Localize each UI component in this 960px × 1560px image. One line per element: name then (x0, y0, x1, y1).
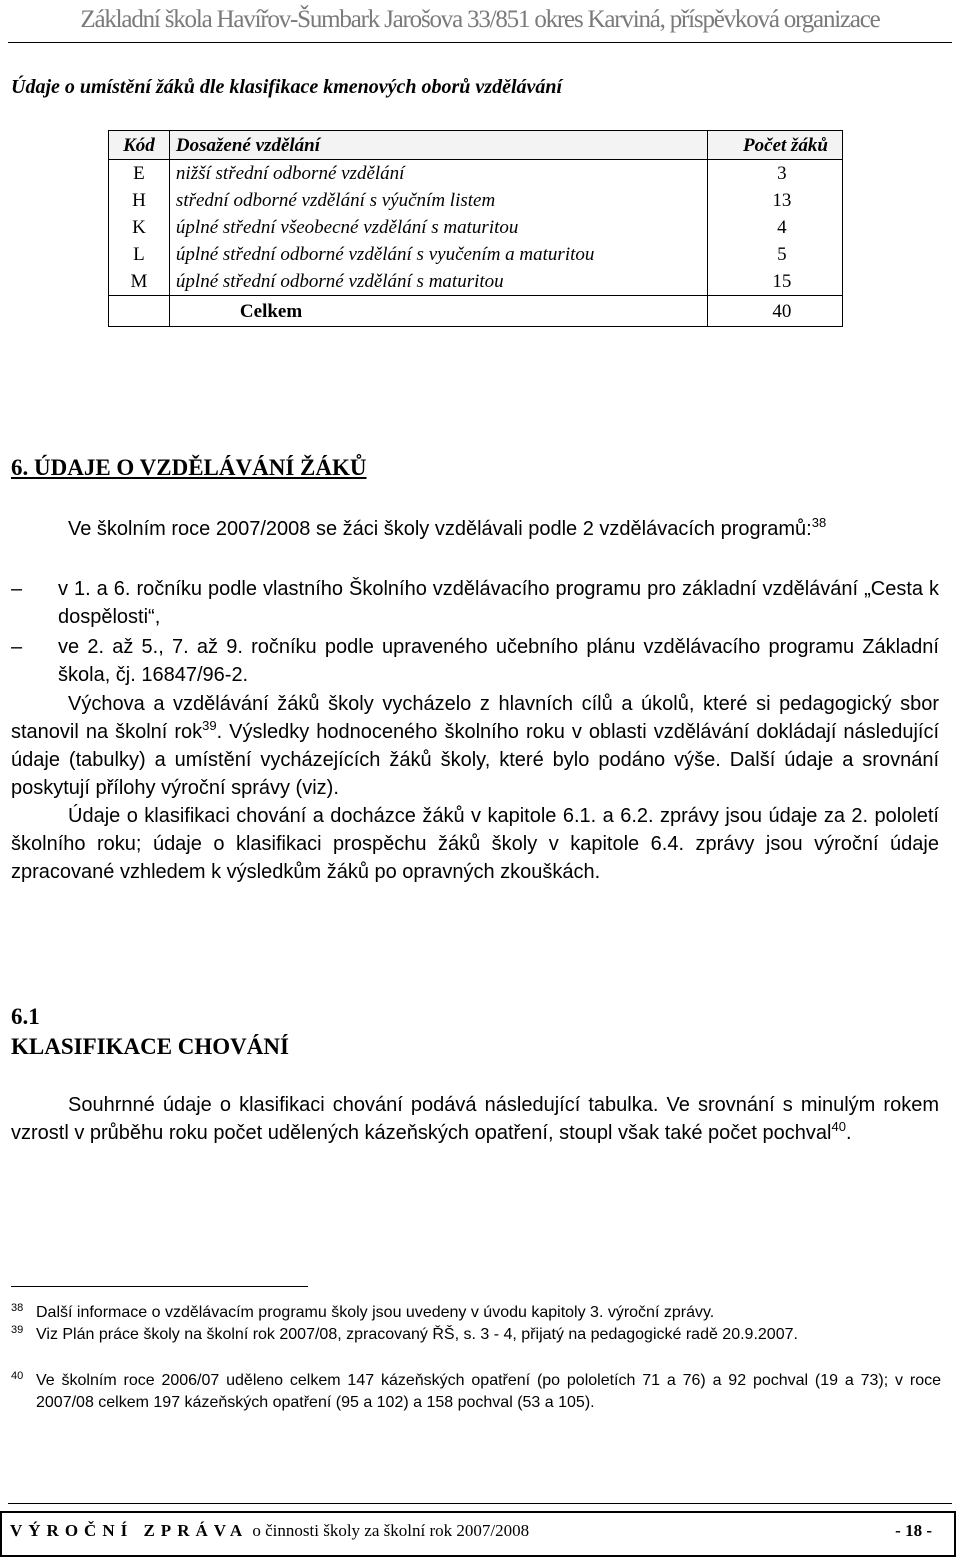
footer-divider (8, 1503, 952, 1504)
dash-bullet: – (11, 636, 23, 658)
table-row (109, 241, 843, 268)
header-divider (8, 42, 952, 43)
row-count: 3 (707, 160, 842, 188)
row-label: úplné střední všeobecné vzdělání s maturitou (169, 214, 707, 241)
subsection-number: 6.1 (11, 1004, 40, 1029)
footnote (11, 1302, 941, 1324)
footnote-ref-39: 39 (202, 718, 217, 733)
dash-bullet: – (11, 578, 23, 600)
row-code: H (109, 187, 170, 214)
total-label: Celkem (169, 296, 707, 327)
column-header-count: Počet žáků (707, 131, 842, 160)
row-code: M (109, 268, 170, 296)
intro-paragraph (11, 515, 939, 543)
footnote-number: 38 (11, 1302, 24, 1314)
table-row (109, 160, 843, 188)
table-row (109, 268, 843, 296)
footnote-text: Ve školním roce 2006/07 uděleno celkem 147 kázeňských opatření (po pololetích 71 a 76) a 92 pochval (19 a 73); v roce 2007/08 celkem 197 kázeňských opatření (95 a 102) a 158 pochval (53 a 105). (36, 1372, 941, 1411)
footnote-text: Viz Plán práce školy na školní rok 2007/08, zpracovaný ŘŠ, s. 3 - 4, přijatý na pedagogické radě 20.9.2007. (36, 1326, 798, 1343)
list-item-text: ve 2. až 5., 7. až 9. ročníku podle upraveného učebního plánu vzdělávacího programu Základní škola, čj. 16847/96-2. (58, 636, 939, 686)
intro-text: Ve školním roce 2007/2008 se žáci školy vzdělávali podle 2 vzdělávacích programů: (68, 518, 812, 540)
footnote (11, 1324, 941, 1346)
behavior-summary-paragraph (11, 1091, 939, 1147)
paragraph-education-goals (11, 690, 939, 802)
table-heading: Údaje o umístění žáků dle klasifikace kmenových oborů vzdělávání (11, 76, 563, 98)
footnote-ref-40: 40 (831, 1119, 846, 1134)
row-code: K (109, 214, 170, 241)
row-count: 4 (707, 214, 842, 241)
row-code: E (109, 160, 170, 188)
list-item (11, 575, 939, 631)
section-heading-6: 6. ÚDAJE O VZDĚLÁVÁNÍ ŽÁKŮ (11, 455, 367, 480)
footnote-number: 39 (11, 1324, 24, 1336)
row-label: střední odborné vzdělání s výučním listem (169, 187, 707, 214)
education-placement-table (108, 130, 843, 327)
row-count: 13 (707, 187, 842, 214)
row-count: 15 (707, 268, 842, 296)
footnote (11, 1370, 941, 1414)
table-row (109, 214, 843, 241)
table-header-row (109, 131, 843, 160)
footnote-number: 40 (11, 1370, 24, 1382)
subsection-title: KLASIFIKACE CHOVÁNÍ (11, 1034, 289, 1059)
list-item-text: v 1. a 6. ročníku podle vlastního Školního vzdělávacího programu pro základní vzdělávání „Cesta k dospělosti“, (58, 578, 939, 628)
total-count: 40 (707, 296, 842, 327)
paragraph-text: Výchova a vzdělávání žáků školy vycházelo z hlavních cílů a úkolů, které si pedagogický sbor stanovil na školní rok (11, 693, 939, 743)
body-paragraph (11, 690, 939, 886)
page-number: - 18 - (895, 1521, 932, 1540)
paragraph-text: . Výsledky hodnoceného školního roku v oblasti vzdělávání dokládají následující údaje (tabulky) a umístění vycházejících žáků školy, které bylo podáno výše. Další údaje a srovnání poskytují přílohy výroční správy (viz). (11, 721, 939, 799)
list-item (11, 633, 939, 689)
row-label: úplné střední odborné vzdělání s maturitou (169, 268, 707, 296)
footer-spaced-title: VÝROČNÍ ZPRÁVA (10, 1521, 249, 1540)
paragraph-text: Souhrnné údaje o klasifikaci chování podává následující tabulka. Ve srovnání s minulým rokem vzrostl v průběhu roku počet udělených kázeňských opatření, stoupl však také počet pochval (11, 1094, 939, 1144)
paragraph-text: Údaje o klasifikaci chování a docházce žáků v kapitole 6.1. a 6.2. zprávy jsou údaje za 2. pololetí školního roku; údaje o klasifikaci prospěchu žáků školy v kapitole 6.4. zprávy jsou výroční údaje zpracované vzhledem k výsledkům žáků po opravných zkouškách. (11, 805, 939, 883)
row-code: L (109, 241, 170, 268)
footnote-separator (11, 1286, 308, 1287)
total-empty-cell (109, 296, 170, 327)
footer-report-title (10, 1521, 529, 1541)
footer-subtitle: o činnosti školy za školní rok 2007/2008 (248, 1521, 530, 1540)
table-total-row (109, 296, 843, 327)
column-header-education: Dosažené vzdělání (169, 131, 707, 160)
column-header-code: Kód (109, 131, 170, 160)
footnote-text: Další informace o vzdělávacím programu školy jsou uvedeny v úvodu kapitoly 3. výroční zprávy. (36, 1304, 715, 1321)
row-label: nižší střední odborné vzdělání (169, 160, 707, 188)
page-header-title: Základní škola Havířov-Šumbark Jarošova 33/851 okres Karviná, příspěvková organizace (80, 6, 880, 33)
paragraph-classification-notes (11, 802, 939, 886)
row-count: 5 (707, 241, 842, 268)
paragraph-text: . (845, 1122, 852, 1144)
table-row (109, 187, 843, 214)
footnote-ref-38: 38 (811, 515, 827, 530)
row-label: úplné střední odborné vzdělání s vyučením a maturitou (169, 241, 707, 268)
